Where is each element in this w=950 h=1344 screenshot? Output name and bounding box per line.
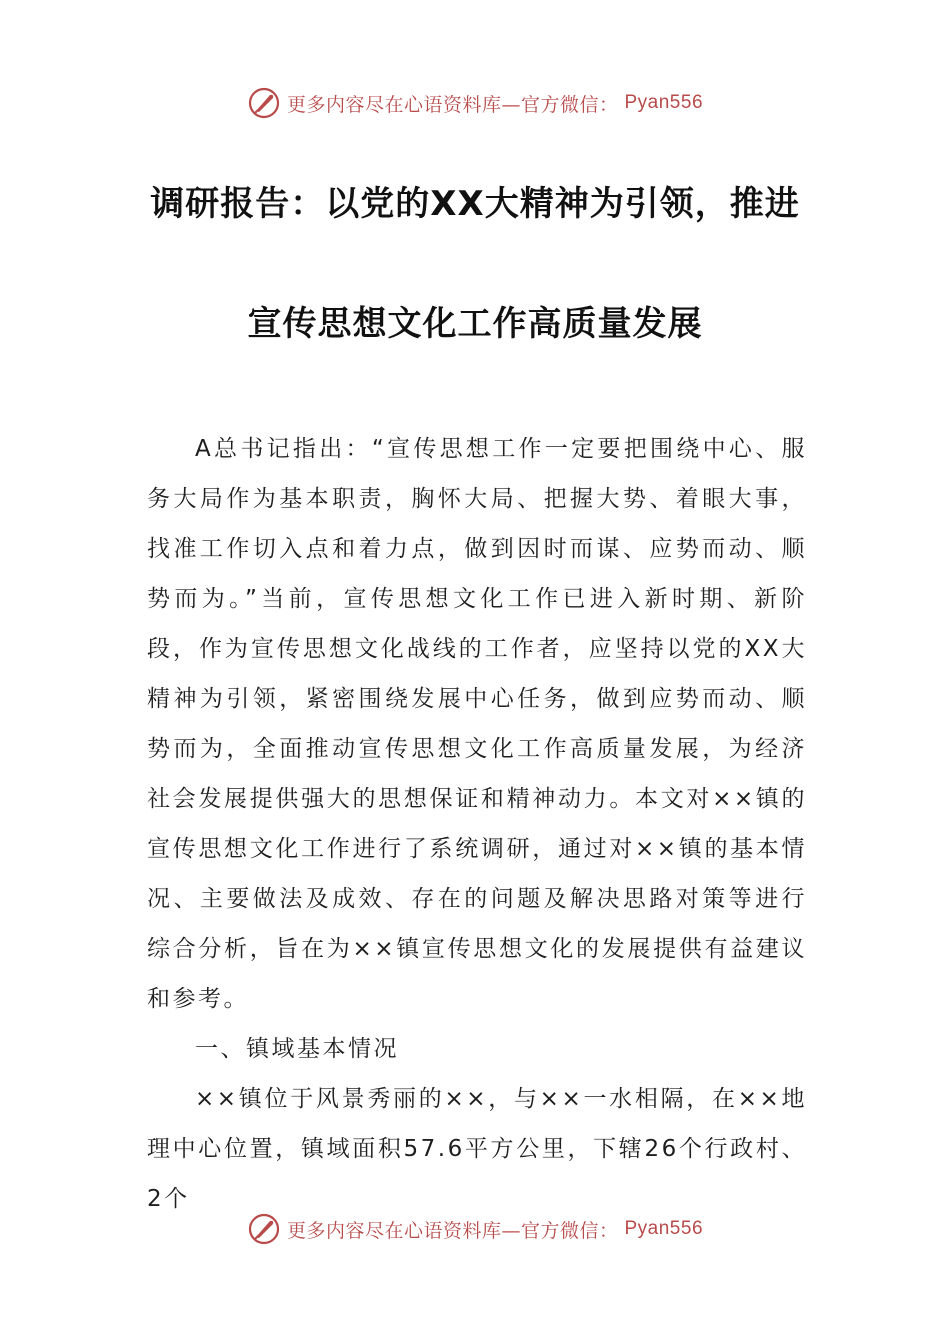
section-heading: 一、镇域基本情况: [195, 1036, 399, 1062]
watermark-text: 更多内容尽在心语资料库—官方微信：: [286, 93, 619, 116]
header-watermark: [0, 86, 950, 120]
watermark-text: 更多内容尽在心语资料库—官方微信：: [286, 1219, 619, 1242]
document-title-line2: 宣传思想文化工作高质量发展: [247, 304, 703, 344]
document-body: [147, 424, 807, 1224]
watermark-wechat-id: Pyan556: [624, 92, 704, 113]
watermark-wechat-id: Pyan556: [624, 1218, 704, 1239]
footer-watermark: [0, 1212, 950, 1246]
quill-logo-icon: [247, 86, 281, 120]
body-paragraph: ××镇位于风景秀丽的××，与××一水相隔，在××地理中心位置，镇域面积57.6平方公里，下辖26个行政村、2个: [147, 1086, 807, 1212]
body-paragraph: A总书记指出：“宣传思想工作一定要把围绕中心、服务大局作为基本职责，胸怀大局、把握大势、着眼大事，找准工作切入点和着力点，做到因时而谋、应势而动、顺势而为。”当前，宣传思想文化工作已进入新时期、新阶段，作为宣传思想文化战线的工作者，应坚持以党的XX大精神为引领，紧密围绕发展中心任务，做到应势而动、顺势而为，全面推动宣传思想文化工作高质量发展，为经济社会发展提供强大的思想保证和精神动力。本文对××镇的宣传思想文化工作进行了系统调研，通过对××镇的基本情况、主要做法及成效、存在的问题及解决思路对策等进行综合分析，旨在为××镇宣传思想文化的发展提供有益建议和参考。: [147, 436, 807, 1012]
document-title-line1: 调研报告：以党的XX大精神为引领，推进: [150, 184, 800, 224]
quill-logo-icon: [247, 1212, 281, 1246]
